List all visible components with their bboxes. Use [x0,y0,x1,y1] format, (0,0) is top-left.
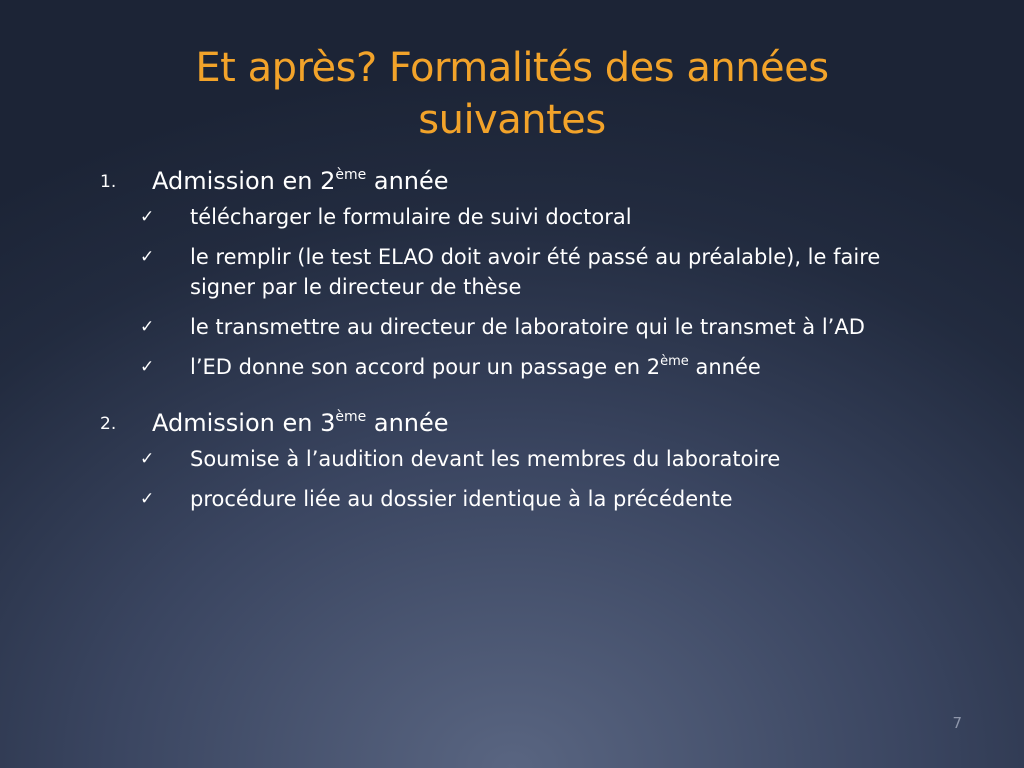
slide-title [90,42,934,146]
list-item: ✓ le remplir (le test ELAO doit avoir été passé au préalable), le faire signer par le directeur de thèse [100,242,920,302]
section-third-year [100,402,920,514]
list-item: ✓ télécharger le formulaire de suivi doctoral [100,202,920,232]
bullet-list [100,202,920,382]
list-item: ✓ le transmettre au directeur de laboratoire qui le transmet à l’AD [100,312,920,342]
checkmark-icon: ✓ [140,449,155,469]
title-line-1: Et après? Formalités des années [195,45,829,91]
list-item: ✓ procédure liée au dossier identique à la précédente [100,484,920,514]
checkmark-icon: ✓ [140,489,155,509]
section-second-year [100,160,920,382]
heading-text: Admission en 3ème année [152,409,449,437]
list-item: ✓ l’ED donne son accord pour un passage en 2ème année [100,352,920,382]
title-line-2: suivantes [418,97,606,143]
bullet-list [100,444,920,514]
list-number: 1. [100,172,117,192]
checkmark-icon: ✓ [140,207,155,227]
list-number: 2. [100,414,117,434]
list-item: ✓ Soumise à l’audition devant les membres du laboratoire [100,444,920,474]
slide-content [100,160,920,534]
page-number: 7 [952,714,962,732]
checkmark-icon: ✓ [140,317,155,337]
heading-text: Admission en 2ème année [152,167,449,195]
section-heading [100,402,920,444]
section-heading [100,160,920,202]
checkmark-icon: ✓ [140,357,155,377]
checkmark-icon: ✓ [140,247,155,267]
